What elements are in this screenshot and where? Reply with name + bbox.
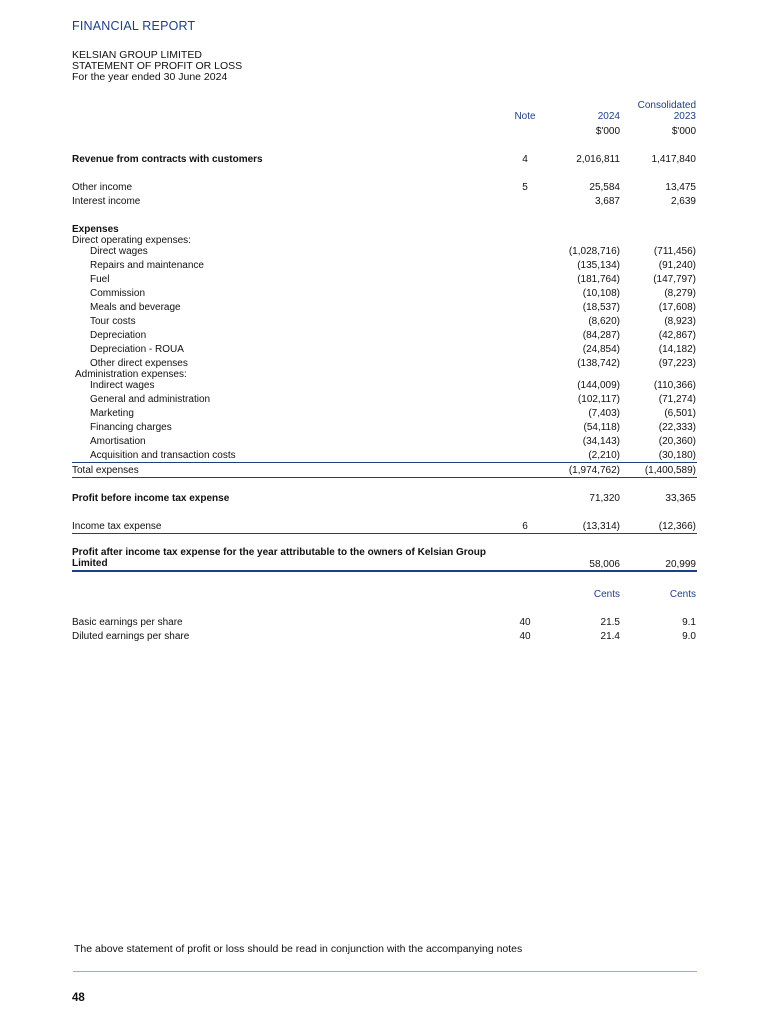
admin-expenses-heading: Administration expenses: [75, 369, 187, 380]
interest-income-2023: 2,639 [670, 196, 696, 207]
basic-eps-2023: 9.1 [682, 617, 696, 628]
expense-row-2024: (181,764) [577, 274, 620, 285]
revenue-2023: 1,417,840 [651, 154, 696, 165]
unit-2023: $'000 [671, 126, 696, 137]
expense-row-label: Amortisation [90, 436, 146, 447]
year-2023-heading: 2023 [673, 111, 696, 122]
expense-row-2023: (42,867) [658, 330, 696, 341]
basic-eps-note: 40 [519, 617, 531, 628]
expense-row-2024: (7,403) [588, 408, 620, 419]
expenses-heading: Expenses [72, 224, 119, 235]
expense-row-label: Financing charges [90, 422, 172, 433]
pbt-2023: 33,365 [665, 493, 696, 504]
expense-row-2023: (6,501) [664, 408, 696, 419]
total-expenses-2024: (1,974,762) [568, 465, 620, 476]
section-header: FINANCIAL REPORT [72, 19, 196, 33]
pbt-2024: 71,320 [589, 493, 620, 504]
tax-rule [72, 533, 697, 534]
expense-row-2024: (135,134) [577, 260, 620, 271]
revenue-label: Revenue from contracts with customers [72, 154, 263, 165]
tax-note: 6 [522, 521, 528, 532]
page-number: 48 [72, 992, 85, 1004]
interest-income-label: Interest income [72, 196, 141, 207]
expense-row-2023: (110,366) [653, 380, 696, 391]
expense-row-2024: (54,118) [583, 422, 620, 433]
expense-row-label: Direct wages [90, 246, 148, 257]
expense-row-2024: (2,210) [588, 450, 620, 461]
expense-row-2024: (144,009) [577, 380, 620, 391]
expense-row-2023: (711,456) [653, 246, 696, 257]
expense-row-label: Fuel [90, 274, 110, 285]
pat-2024: 58,006 [589, 559, 620, 570]
year-2024-heading: 2024 [597, 111, 620, 122]
other-income-2023: 13,475 [665, 182, 696, 193]
expense-row-label: Depreciation [90, 330, 147, 341]
expense-row-2023: (71,274) [658, 394, 696, 405]
expense-row-2023: (30,180) [658, 450, 696, 461]
expense-row-2024: (18,537) [582, 302, 620, 313]
company-name: KELSIAN GROUP LIMITED [72, 49, 202, 61]
diluted-eps-2023: 9.0 [682, 631, 696, 642]
eps-unit-2024: Cents [593, 589, 620, 600]
total-rule [72, 477, 697, 478]
expense-row-label: Meals and beverage [90, 302, 181, 313]
pbt-label: Profit before income tax expense [72, 493, 230, 504]
expense-row-2023: (8,279) [664, 288, 696, 299]
tax-2024: (13,314) [582, 521, 620, 532]
direct-expenses-heading: Direct operating expenses: [72, 235, 191, 246]
pat-label-line1: Profit after income tax expense for the year attributable to the owners of Kelsian Group [72, 547, 486, 558]
other-income-label: Other income [72, 182, 133, 193]
tax-label: Income tax expense [72, 521, 162, 532]
expense-row-label: Tour costs [90, 316, 136, 327]
footer-note: The above statement of profit or loss should be read in conjunction with the accompanying notes [74, 943, 523, 955]
expense-row-label: Marketing [90, 408, 134, 419]
interest-income-2024: 3,687 [594, 196, 620, 207]
pat-2023: 20,999 [665, 559, 696, 570]
diluted-eps-label: Diluted earnings per share [72, 631, 190, 642]
expense-row-label: Commission [90, 288, 146, 299]
expense-row-label: Depreciation - ROUA [90, 344, 184, 355]
other-income-2024: 25,584 [589, 182, 620, 193]
expense-row-2024: (102,117) [577, 394, 620, 405]
unit-2024: $'000 [595, 126, 620, 137]
expense-row-2023: (97,223) [658, 358, 696, 369]
diluted-eps-note: 40 [519, 631, 531, 642]
basic-eps-2024: 21.5 [600, 617, 620, 628]
footer-divider [73, 971, 697, 972]
expense-row-2024: (10,108) [582, 288, 620, 299]
expense-row-label: General and administration [90, 394, 211, 405]
expense-row-2024: (84,287) [582, 330, 620, 341]
expense-row-2024: (1,028,716) [568, 246, 620, 257]
expense-row-2023: (17,608) [658, 302, 696, 313]
expense-row-label: Repairs and maintenance [90, 260, 204, 271]
expense-row-2024: (138,742) [577, 358, 620, 369]
statement-title: STATEMENT OF PROFIT OR LOSS [72, 60, 243, 72]
eps-unit-2023: Cents [669, 589, 696, 600]
expense-row-2023: (14,182) [658, 344, 696, 355]
expense-row-2023: (147,797) [653, 274, 696, 285]
note-column-heading: Note [514, 111, 536, 122]
pat-rule [72, 570, 697, 572]
pat-label-line2: Limited [72, 558, 108, 569]
expense-row-label: Acquisition and transaction costs [90, 450, 236, 461]
expense-row-label: Other direct expenses [90, 358, 188, 369]
expense-row-2023: (91,240) [658, 260, 696, 271]
revenue-note: 4 [522, 154, 528, 165]
total-expenses-label: Total expenses [72, 465, 139, 476]
basic-eps-label: Basic earnings per share [72, 617, 183, 628]
expense-row-2024: (24,854) [582, 344, 620, 355]
diluted-eps-2024: 21.4 [600, 631, 620, 642]
subtotal-rule [72, 462, 697, 463]
other-income-note: 5 [522, 182, 528, 193]
consolidated-heading: Consolidated [637, 100, 696, 111]
revenue-2024: 2,016,811 [576, 154, 620, 165]
expense-row-2023: (22,333) [658, 422, 696, 433]
expense-row-2024: (8,620) [588, 316, 620, 327]
expense-row-2023: (20,360) [658, 436, 696, 447]
expense-row-2024: (34,143) [582, 436, 620, 447]
statement-period: For the year ended 30 June 2024 [72, 71, 228, 83]
tax-2023: (12,366) [658, 521, 696, 532]
expense-row-label: Indirect wages [90, 380, 155, 391]
total-expenses-2023: (1,400,589) [644, 465, 696, 476]
expense-row-2023: (8,923) [664, 316, 696, 327]
